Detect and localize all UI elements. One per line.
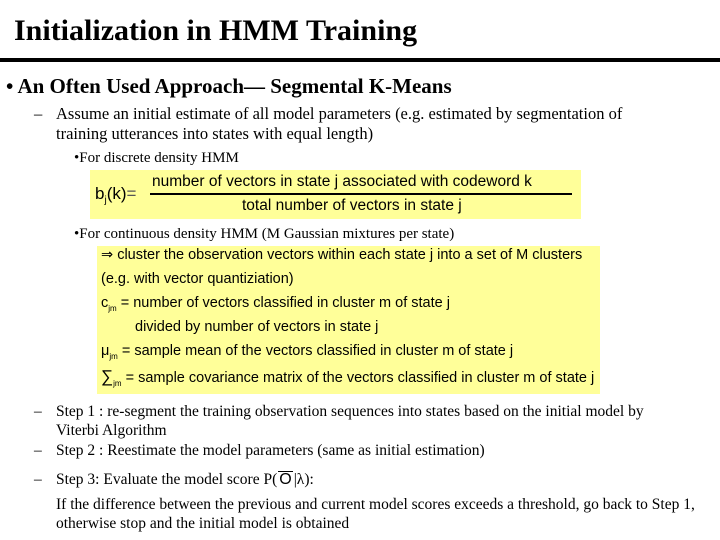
vq-note: (e.g. with vector quantiziation) — [101, 271, 294, 287]
cjm-line — [101, 295, 450, 311]
step2-dash: – — [34, 442, 42, 459]
mu-symbol: μ — [101, 343, 110, 359]
step3-heading — [56, 470, 314, 489]
formula-numerator: number of vectors in state j associated with codeword k — [152, 173, 532, 190]
mu-sub: jm — [109, 352, 118, 361]
sigma-sub: jm — [113, 379, 122, 388]
cjm-text: = number of vectors classified in cluster m of state j — [120, 295, 450, 311]
formula-sub-j: j — [104, 195, 107, 206]
discrete-formula-box — [90, 170, 581, 219]
step1-dash: – — [34, 403, 42, 420]
cjm-symbol: c — [101, 295, 109, 311]
step3-prefix: Step 3: Evaluate the model score P( — [56, 471, 278, 488]
implies-icon: ⇒ — [101, 247, 114, 263]
cluster-line — [101, 247, 582, 263]
main-bullet: • An Often Used Approach— Segmental K-Means — [6, 74, 452, 98]
assume-text: Assume an initial estimate of all model parameters (e.g. estimated by segmentation of training utterances into states with equal length) — [56, 104, 623, 143]
observation-symbol: O — [279, 471, 292, 488]
step3-text: If the difference between the previous and current model scores exceeds a threshold, go back to Step 1, otherwise stop and the initial model is obtained — [56, 496, 695, 532]
page-title: Initialization in HMM Training — [14, 14, 418, 47]
mu-text: = sample mean of the vectors classified in cluster m of state j — [121, 343, 514, 359]
continuous-box — [97, 246, 600, 394]
cluster-text: cluster the observation vectors within each state j into a set of M clusters — [117, 247, 583, 263]
formula-denominator: total number of vectors in state j — [242, 197, 462, 214]
formula-b: b — [95, 184, 105, 203]
mu-line — [101, 343, 513, 359]
continuous-label: •For continuous density HMM (M Gaussian mixtures per state) — [74, 226, 455, 242]
assume-dash: – — [34, 104, 43, 123]
sigma-text: = sample covariance matrix of the vectors classified in cluster m of state j — [125, 370, 595, 386]
discrete-label: •For discrete density HMM — [74, 150, 239, 166]
formula-equals: = — [126, 184, 137, 203]
cjm-divide-line: divided by number of vectors in state j — [135, 319, 379, 335]
sigma-symbol: ∑ — [101, 367, 114, 386]
fraction-bar — [150, 193, 572, 195]
step3-dash: – — [34, 471, 42, 488]
step1-text: Step 1 : re-segment the training observation sequences into states based on the initial model by Viterbi Algorithm — [56, 403, 644, 439]
formula-arg: (k) — [106, 184, 127, 203]
cjm-sub: jm — [108, 304, 117, 313]
formula-lhs — [95, 184, 136, 204]
step2-text: Step 2 : Reestimate the model parameters (same as initial estimation) — [56, 442, 485, 459]
sigma-line — [101, 367, 594, 387]
title-underline — [0, 58, 720, 62]
step3-suffix: |λ): — [293, 471, 314, 488]
